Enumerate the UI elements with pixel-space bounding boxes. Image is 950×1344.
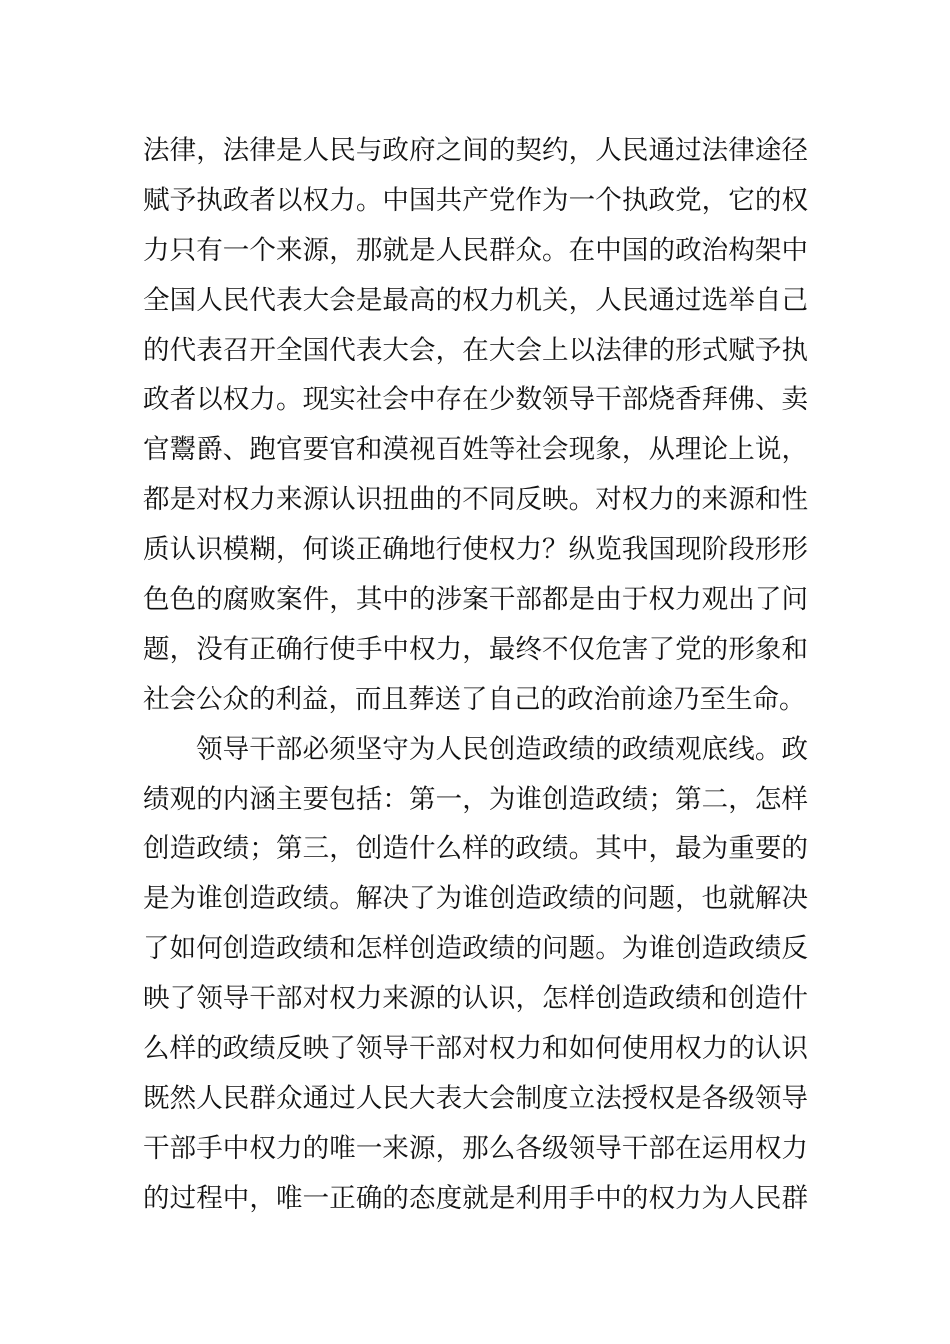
text-line: 赋予执政者以权力。中国共产党作为一个执政党，它的权 (143, 184, 808, 216)
text-line: 都是对权力来源认识扭曲的不同反映。对权力的来源和性 (143, 484, 808, 516)
text-line: 既然人民群众通过人民大表大会制度立法授权是各级领导 (143, 1082, 808, 1114)
text-line: 的过程中，唯一正确的态度就是利用手中的权力为人民群 (143, 1182, 808, 1214)
text-line: 是为谁创造政绩。解决了为谁创造政绩的问题，也就解决 (143, 883, 808, 915)
paragraph-2 (143, 725, 808, 1224)
text-line: 政者以权力。现实社会中存在少数领导干部烧香拜佛、卖 (143, 384, 808, 416)
text-line: 干部手中权力的唯一来源，那么各级领导干部在运用权力 (143, 1132, 808, 1164)
text-line: 色色的腐败案件，其中的涉案干部都是由于权力观出了问 (143, 584, 808, 616)
text-line: 映了领导干部对权力来源的认识，怎样创造政绩和创造什 (143, 983, 808, 1015)
body-text (143, 126, 808, 1224)
text-line: 绩观的内涵主要包括：第一，为谁创造政绩；第二，怎样 (143, 783, 808, 815)
text-line: 的代表召开全国代表大会，在大会上以法律的形式赋予执 (143, 334, 808, 366)
text-line: 全国人民代表大会是最高的权力机关，人民通过选举自己 (143, 284, 808, 316)
text-line: 了如何创造政绩和怎样创造政绩的问题。为谁创造政绩反 (143, 933, 808, 965)
text-line: 么样的政绩反映了领导干部对权力和如何使用权力的认识 (143, 1033, 808, 1065)
text-line: 社会公众的利益，而且葬送了自己的政治前途乃至生命。 (143, 683, 806, 715)
text-line: 力只有一个来源，那就是人民群众。在中国的政治构架中 (143, 234, 808, 266)
text-line: 领导干部必须坚守为人民创造政绩的政绩观底线。政 (196, 733, 808, 765)
text-line: 创造政绩；第三，创造什么样的政绩。其中，最为重要的 (143, 833, 808, 865)
text-line: 官鬻爵、跑官要官和漠视百姓等社会现象，从理论上说， (143, 434, 808, 466)
paragraph-1 (143, 126, 808, 725)
text-line: 质认识模糊，何谈正确地行使权力？纵览我国现阶段形形 (143, 534, 808, 566)
text-line: 题，没有正确行使手中权力，最终不仅危害了党的形象和 (143, 633, 808, 665)
text-line: 法律，法律是人民与政府之间的契约，人民通过法律途径 (143, 135, 808, 166)
